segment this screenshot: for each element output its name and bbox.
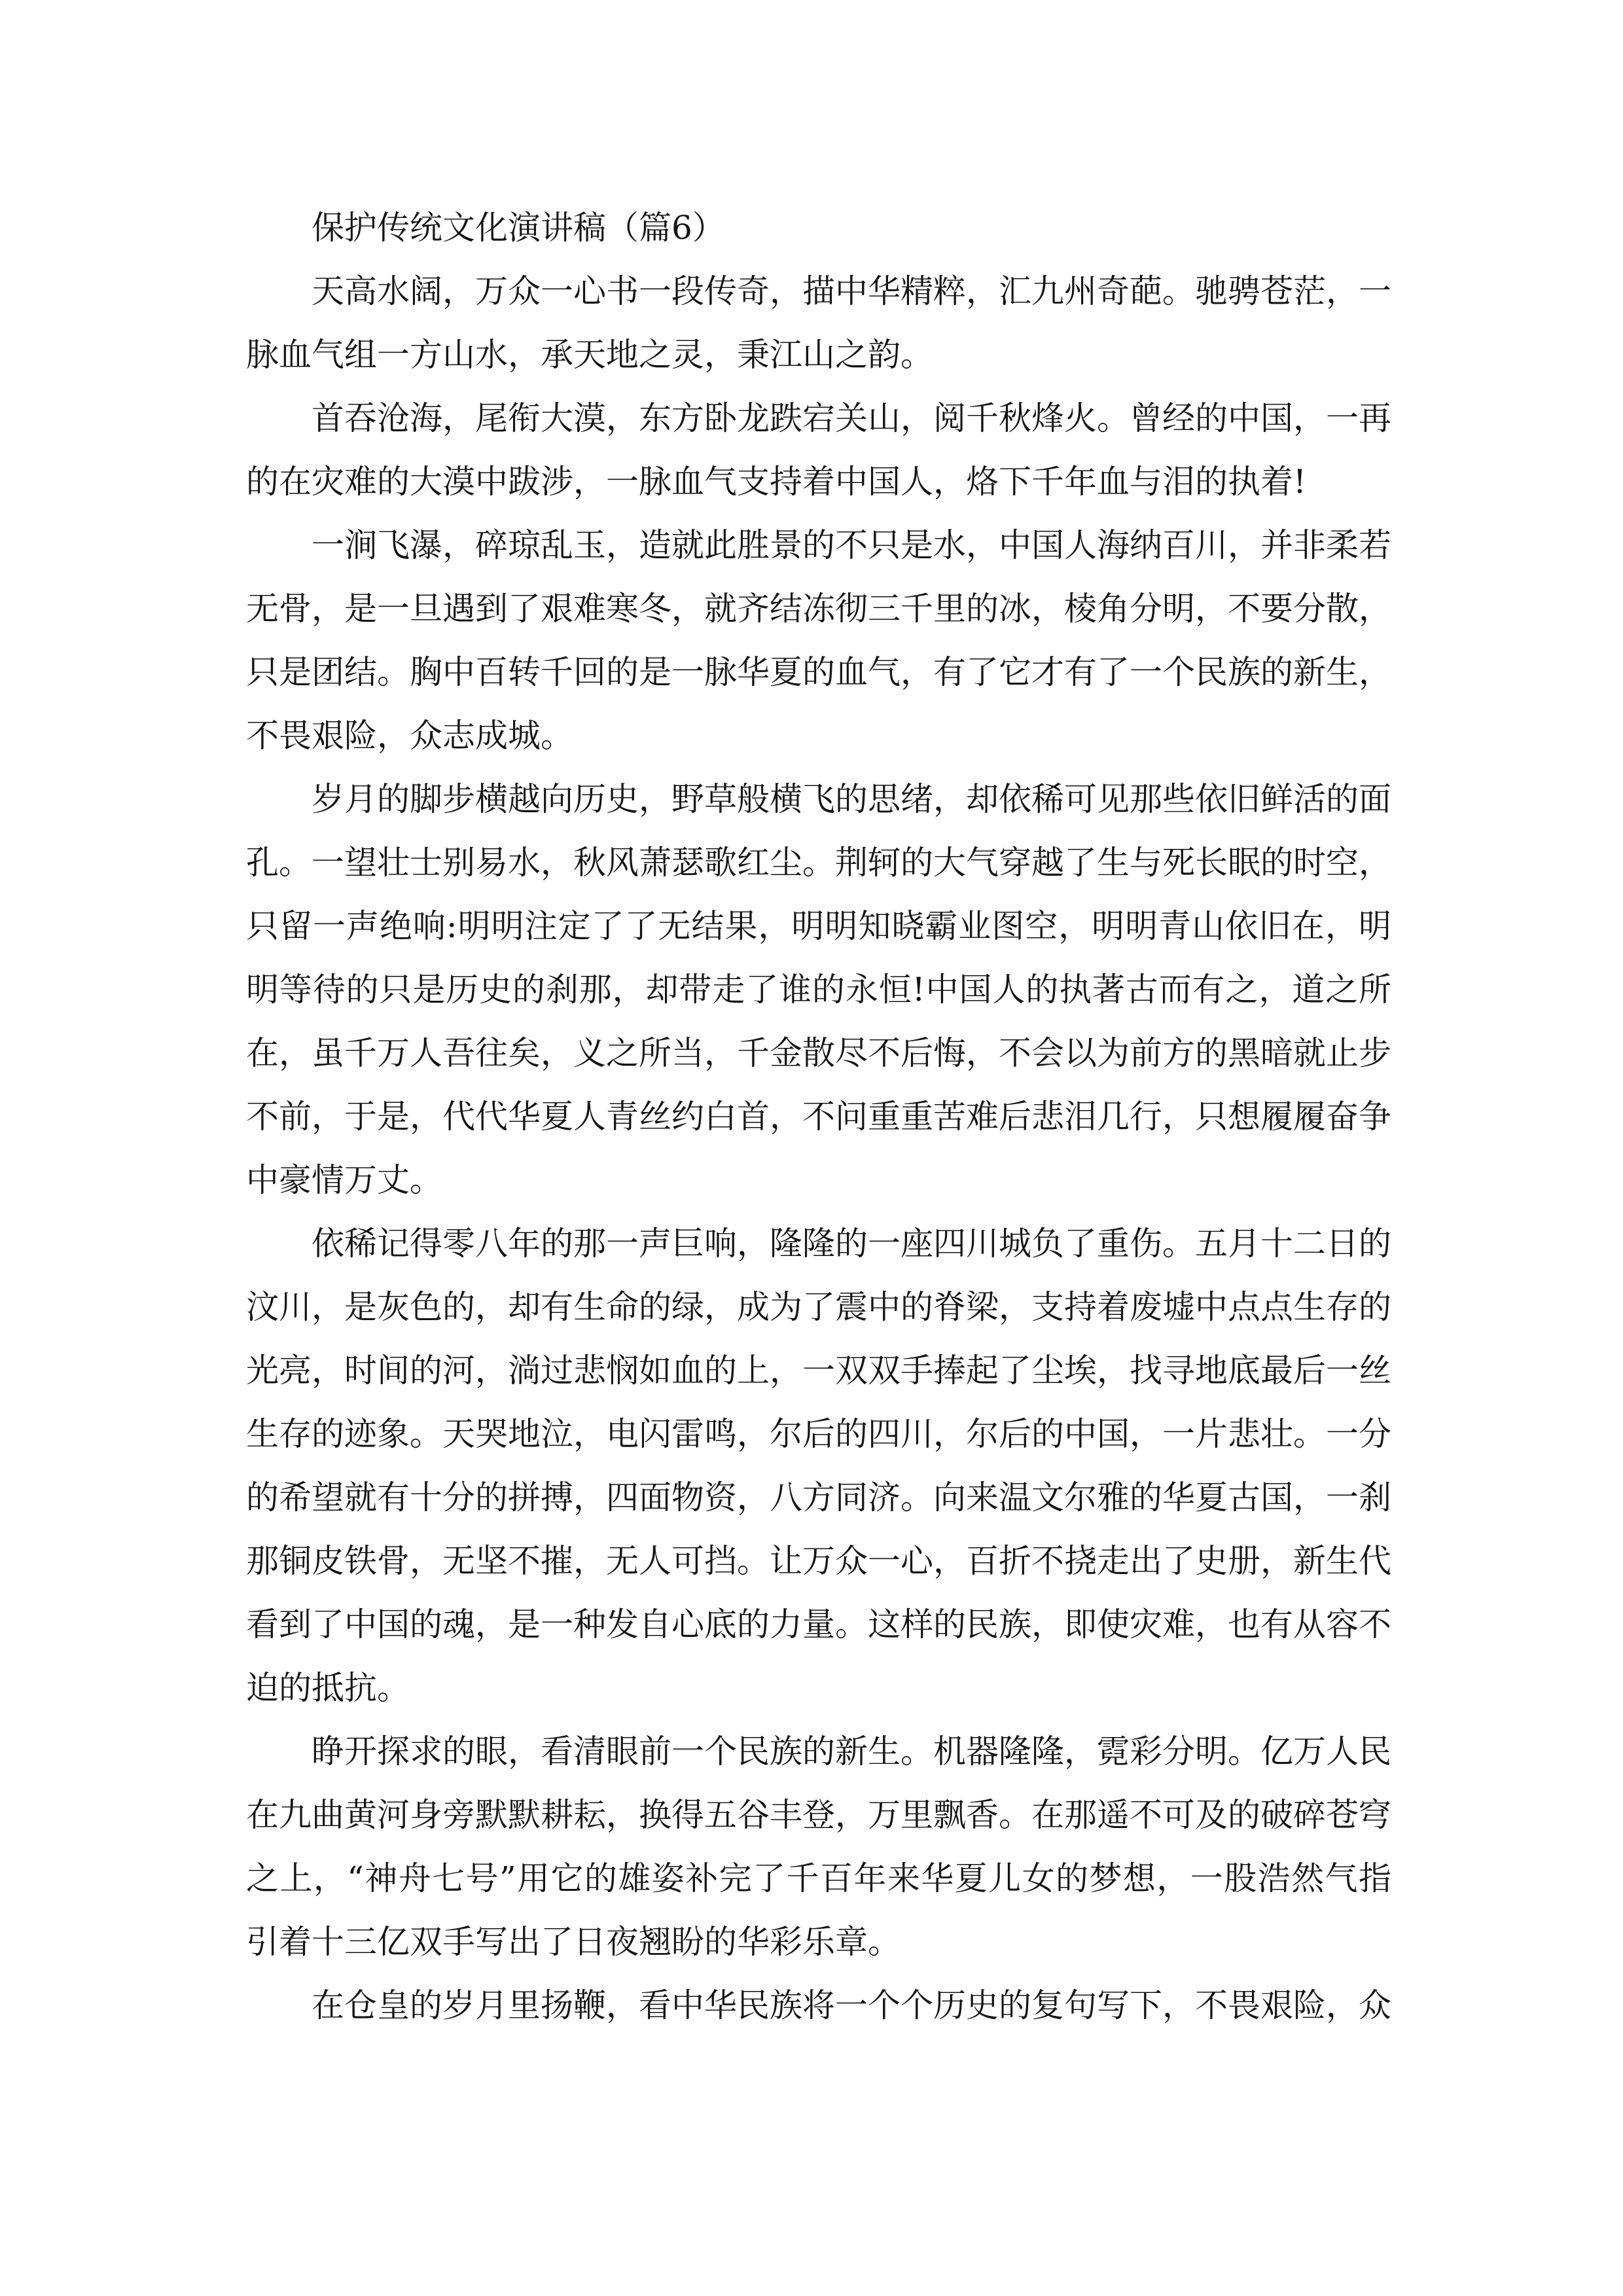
paragraph-2: 首吞沧海，尾衔大漠，东方卧龙跌宕关山，阅千秋烽火。曾经的中国，一再的在灾难的大漠中跋涉，一脉血气支持着中国人，烙下千年血与泪的执着! [246,399,1391,501]
paragraph-4: 岁月的脚步横越向历史，野草般横飞的思绪，却依稀可见那些依旧鲜活的面孔。一望壮士别易水，秋风萧瑟歌红尘。荆轲的大气穿越了生与死长眠的时空，只留一声绝响:明明注定了了无结果，明明知晓霸业图空，明明青山依旧在，明明等待的只是历史的刹那，却带走了谁的永恒!中国人的执著古而有之，道之所在，虽千万人吾往矣，义之所当，千金散尽不后悔，不会以为前方的黑暗就止步不前，于是，代代华夏人青丝约白首，不问重重苦难后悲泪几行，只想履履奋争中豪情万丈。 [246,780,1391,1199]
paragraph-3: 一涧飞瀑，碎琼乱玉，造就此胜景的不只是水，中国人海纳百川，并非柔若无骨，是一旦遇到了艰难寒冬，就齐结冻彻三千里的冰，棱角分明，不要分散，只是团结。胸中百转千回的是一脉华夏的血气，有了它才有了一个民族的新生，不畏艰险，众志成城。 [246,526,1391,755]
document-title: 保护传统文化演讲稿（篇6） [312,209,725,247]
paragraph-6: 睁开探求的眼，看清眼前一个民族的新生。机器隆隆，霓彩分明。亿万人民在九曲黄河身旁默默耕耘，换得五谷丰登，万里飘香。在那遥不可及的破碎苍穹之上，“神舟七号”用它的雄姿补完了千百年来华夏儿女的梦想，一股浩然气指引着十三亿双手写出了日夜翘盼的华彩乐章。 [246,1732,1391,1961]
paragraph-5: 依稀记得零八年的那一声巨响，隆隆的一座四川城负了重伤。五月十二日的汶川，是灰色的，却有生命的绿，成为了震中的脊梁，支持着废墟中点点生存的光亮，时间的河，淌过悲悯如血的上，一双双手捧起了尘埃，找寻地底最后一丝生存的迹象。天哭地泣，电闪雷鸣，尔后的四川，尔后的中国，一片悲壮。一分的希望就有十分的拼搏，四面物资，八方同济。向来温文尔雅的华夏古国，一刹那铜皮铁骨，无坚不摧，无人可挡。让万众一心，百折不挠走出了史册，新生代看到了中国的魂，是一种发自心底的力量。这样的民族，即使灾难，也有从容不迫的抵抗。 [246,1225,1391,1707]
document-page [246,196,1391,2037]
paragraph-1: 天高水阔，万众一心书一段传奇，描中华精粹，汇九州奇葩。驰骋苍茫，一脉血气组一方山水，承天地之灵，秉江山之韵。 [246,272,1391,374]
paragraph-7: 在仓皇的岁月里扬鞭，看中华民族将一个个历史的复句写下，不畏艰险，众 [312,1986,1391,2024]
